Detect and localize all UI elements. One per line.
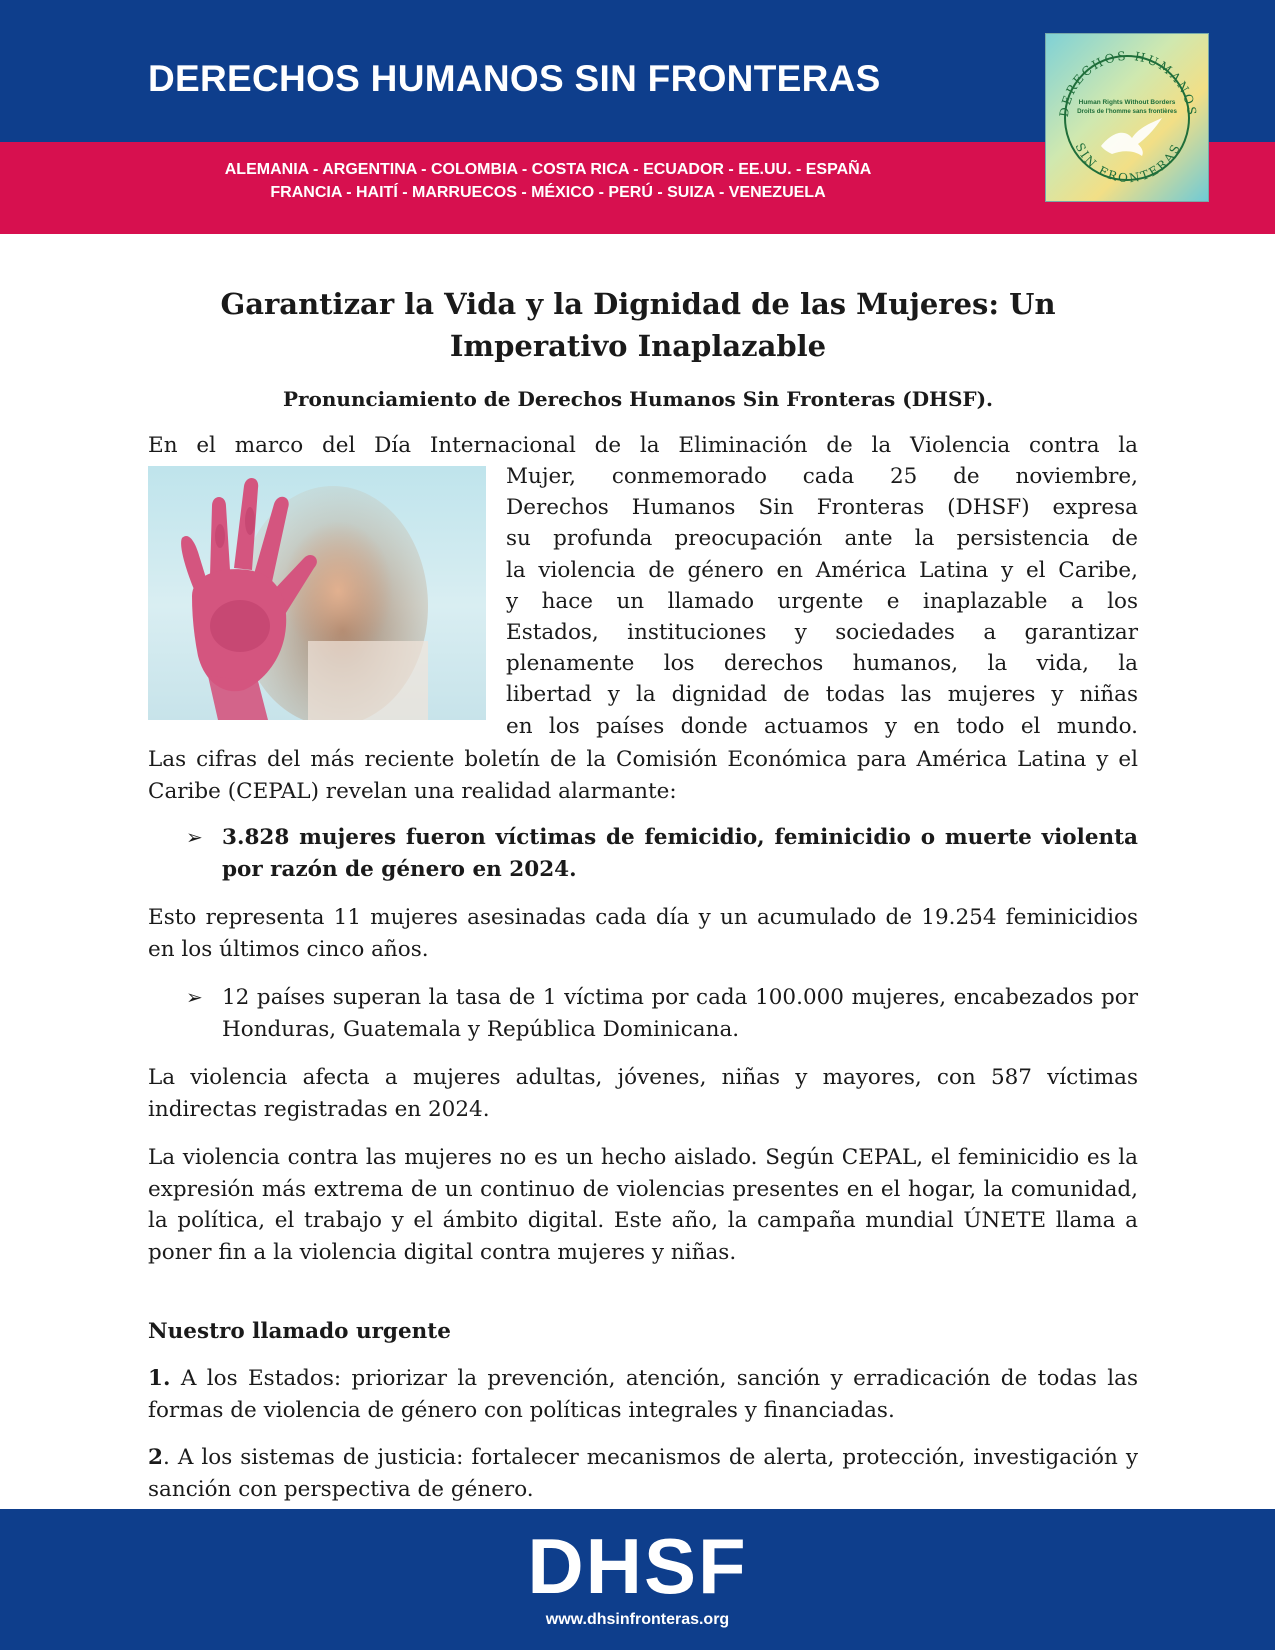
bullet-arrow-icon: ➢: [186, 825, 203, 849]
bullet-item-countries: [186, 982, 1138, 1045]
call-item-1: [148, 1363, 1138, 1426]
bullet-item-femicides: [186, 822, 1138, 885]
bullet-text: 12 países superan la tasa de 1 víctima por cada 100.000 mujeres, encabezados por Honduras, Guatemala y República Dominicana.: [222, 985, 1138, 1042]
call-number: 1.: [148, 1366, 171, 1391]
document-subtitle: Pronunciamiento de Derechos Humanos Sin Fronteras (DHSF).: [282, 387, 994, 411]
intro-line: la violencia de género en América Latina y el Caribe,: [506, 557, 1138, 583]
cepal-intro-paragraph: Las cifras del más reciente boletín de la Comisión Económica para América Latina y el Caribe (CEPAL) revelan una realidad alarmante:: [148, 747, 1138, 804]
logo-bottom-arc: SIN FRONTERAS: [1072, 140, 1184, 186]
campaign-photo-hand: [148, 466, 486, 720]
bullet-text: 3.828 mujeres fueron víctimas de femicidio, feminicidio o muerte violenta por razón de género en 2024.: [222, 825, 1138, 882]
intro-line: Derechos Humanos Sin Fronteras (DHSF) expresa: [506, 495, 1138, 521]
logo-line-1: Human Rights Without Borders: [1078, 99, 1176, 106]
organization-title: DERECHOS HUMANOS SIN FRONTERAS: [148, 58, 881, 99]
call-text: A los Estados: priorizar la prevención, atención, sanción y erradicación de todas las formas de violencia de género con políticas integrales y financiadas.: [148, 1366, 1138, 1423]
logo-top-arc: DERECHOS HUMANOS: [1056, 48, 1200, 118]
countries-line-1: ALEMANIA - ARGENTINA - COLOMBIA - COSTA RICA - ECUADOR - EE.UU. - ESPAÑA: [224, 161, 872, 178]
dove-icon: [1101, 118, 1162, 156]
indirect-victims-paragraph: La violencia afecta a mujeres adultas, jóvenes, niñas y mayores, con 587 víctimas indirectas registradas en 2024.: [148, 1065, 1138, 1122]
call-text: . A los sistemas de justicia: fortalecer mecanismos de alerta, protección, investigación y sanción con perspectiva de género.: [148, 1445, 1138, 1502]
cepal-continuum-paragraph: La violencia contra las mujeres no es un hecho aislado. Según CEPAL, el feminicidio es la expresión más extrema de un continuo de violencias presentes en el hogar, la comunidad, la política, el trabajo y el ámbito digital. Este año, la campaña mundial ÚNETE llama a poner fin a la violencia digital contra mujeres y niñas.: [148, 1145, 1138, 1265]
intro-paragraph-wrap: [506, 461, 1138, 742]
countries-line-2: FRANCIA - HAITÍ - MARRUECOS - MÉXICO - PERÚ - SUIZA - VENEZUELA: [270, 184, 826, 201]
intro-line: y hace un llamado urgente e inaplazable a los: [506, 588, 1138, 614]
section-heading: Nuestro llamado urgente: [148, 1319, 451, 1344]
call-item-2: [148, 1442, 1138, 1505]
intro-line: su profunda preocupación ante la persistencia de: [506, 526, 1138, 552]
intro-line: Mujer, conmemorado cada 25 de noviembre,: [506, 464, 1138, 489]
intro-line: Estados, instituciones y sociedades a garantizar: [506, 620, 1138, 646]
logo-line-2: Droits de l'homme sans frontières: [1077, 108, 1177, 115]
call-number: 2: [148, 1445, 163, 1470]
daily-victims-paragraph: Esto representa 11 mujeres asesinadas cada día y un acumulado de 19.254 feminicidios en los últimos cinco años.: [148, 905, 1138, 962]
organization-logo: [1045, 33, 1209, 202]
intro-line: en los países donde actuamos y en todo el mundo.: [506, 713, 1138, 739]
intro-line: libertad y la dignidad de todas las mujeres y niñas: [506, 682, 1138, 708]
footer-brand-logo: DHSF: [527, 1522, 748, 1610]
intro-line: plenamente los derechos humanos, la vida, la: [506, 651, 1138, 677]
countries-list: [148, 158, 948, 204]
document-title: Garantizar la Vida y la Dignidad de las Mujeres: Un Imperativo Inaplazable: [220, 287, 1056, 363]
intro-first-line: En el marco del Día Internacional de la Eliminación de la Violencia contra la: [148, 433, 1138, 458]
bullet-arrow-icon: ➢: [186, 985, 203, 1009]
footer-website-link[interactable]: www.dhsinfronteras.org: [545, 1611, 730, 1628]
